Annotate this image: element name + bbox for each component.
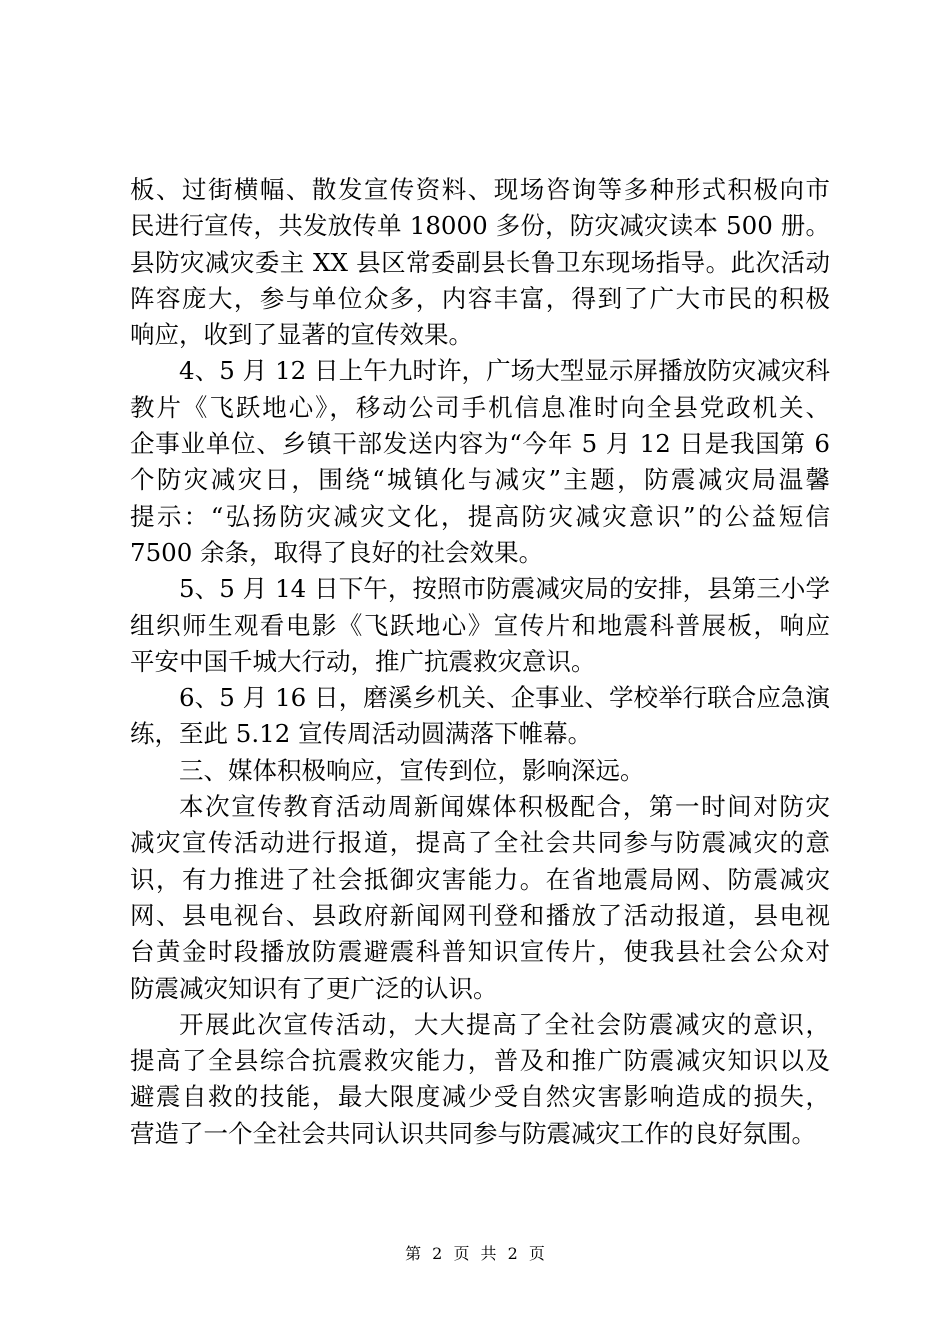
- text-line: 阵容庞大，参与单位众多，内容丰富，得到了广大市民的积极: [130, 283, 830, 313]
- text-line: 网、县电视台、县政府新闻网刊登和播放了活动报道，县电视: [130, 900, 830, 930]
- text-line: 个防灾减灾日，围绕“城镇化与减灾”主题，防震减灾局温馨: [130, 465, 830, 495]
- text-line: 板、过街横幅、散发宣传资料、现场咨询等多种形式积极向市: [130, 175, 830, 204]
- text-line: 本次宣传教育活动周新闻媒体积极配合，第一时间对防灾: [179, 792, 830, 822]
- text-line: 提示：“弘扬防灾减灾文化，提高防灾减灾意识”的公益短信: [130, 501, 830, 531]
- text-line: 平安中国千城大行动，推广抗震救灾意识。: [130, 646, 596, 676]
- text-line: 7500 余条，取得了良好的社会效果。: [130, 537, 544, 567]
- text-line: 响应，收到了显著的宣传效果。: [130, 320, 473, 350]
- text-line: 三、媒体积极响应，宣传到位，影响深远。: [179, 755, 645, 785]
- text-line: 开展此次宣传活动，大大提高了全社会防震减灾的意识，: [179, 1009, 830, 1039]
- text-line: 避震自救的技能，最大限度减少受自然灾害影响造成的损失，: [130, 1082, 830, 1112]
- text-line: 教片《飞跃地心》，移动公司手机信息准时向全县党政机关、: [130, 392, 830, 422]
- page-footer: 第 2 页 共 2 页: [405, 1244, 545, 1263]
- text-line: 组织师生观看电影《飞跃地心》宣传片和地震科普展板，响应: [130, 610, 830, 640]
- text-line: 企事业单位、乡镇干部发送内容为“今年 5 月 12 日是我国第 6: [130, 429, 830, 459]
- text-line: 防震减灾知识有了更广泛的认识。: [130, 973, 498, 1003]
- text-line: 民进行宣传，共发放传单 18000 多份，防灾减灾读本 500 册。: [130, 211, 830, 241]
- text-line: 6、5 月 16 日，磨溪乡机关、企事业、学校举行联合应急演: [179, 683, 830, 713]
- text-line: 5、5 月 14 日下午，按照市防震减灾局的安排，县第三小学: [179, 574, 830, 604]
- text-line: 营造了一个全社会共同认识共同参与防震减灾工作的良好氛围。: [130, 1118, 816, 1148]
- text-line: 台黄金时段播放防震避震科普知识宣传片，使我县社会公众对: [130, 937, 830, 967]
- document-body: [130, 172, 830, 1152]
- text-line: 练，至此 5.12 宣传周活动圆满落下帷幕。: [130, 719, 593, 749]
- text-line: 提高了全县综合抗震救灾能力，普及和推广防震减灾知识以及: [130, 1046, 830, 1076]
- text-line: 县防灾减灾委主 XX 县区常委副县长鲁卫东现场指导。此次活动: [130, 247, 830, 277]
- text-line: 4、5 月 12 日上午九时许，广场大型显示屏播放防灾减灾科: [179, 356, 830, 386]
- text-line: 识，有力推进了社会抵御灾害能力。在省地震局网、防震减灾: [130, 864, 830, 894]
- text-line: 减灾宣传活动进行报道，提高了全社会共同参与防震减灾的意: [130, 828, 830, 858]
